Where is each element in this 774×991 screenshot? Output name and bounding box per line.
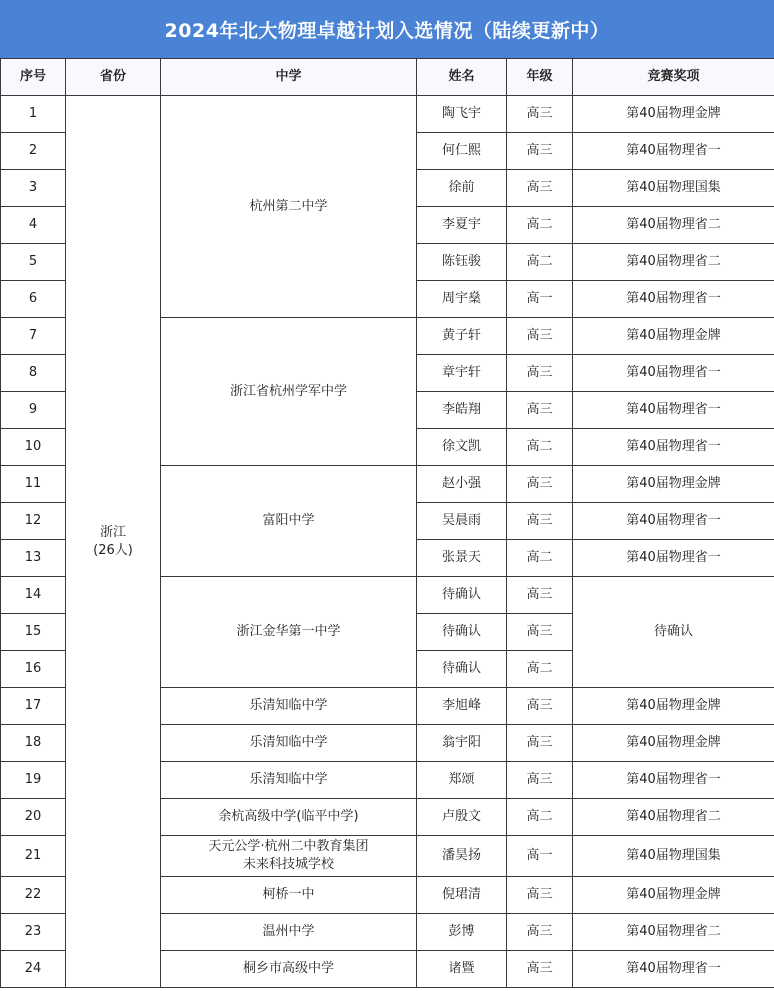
grade-cell: 高三 bbox=[507, 762, 573, 799]
name-cell: 彭博 bbox=[417, 914, 507, 951]
seq-cell: 1 bbox=[1, 96, 66, 133]
school-cell: 余杭高级中学(临平中学) bbox=[161, 799, 417, 836]
grade-cell: 高三 bbox=[507, 392, 573, 429]
award-cell: 第40届物理金牌 bbox=[573, 688, 774, 725]
school-cell: 桐乡市高级中学 bbox=[161, 951, 417, 988]
results-table bbox=[0, 58, 774, 988]
school-cell: 乐清知临中学 bbox=[161, 688, 417, 725]
header-grade: 年级 bbox=[507, 59, 573, 96]
name-cell: 翁宇阳 bbox=[417, 725, 507, 762]
grade-cell: 高二 bbox=[507, 799, 573, 836]
grade-cell: 高三 bbox=[507, 951, 573, 988]
name-cell: 待确认 bbox=[417, 614, 507, 651]
grade-cell: 高二 bbox=[507, 207, 573, 244]
seq-cell: 14 bbox=[1, 577, 66, 614]
award-cell: 第40届物理省一 bbox=[573, 540, 774, 577]
name-cell: 徐文凯 bbox=[417, 429, 507, 466]
school-cell: 温州中学 bbox=[161, 914, 417, 951]
grade-cell: 高三 bbox=[507, 725, 573, 762]
header-seq: 序号 bbox=[1, 59, 66, 96]
award-cell: 第40届物理省一 bbox=[573, 281, 774, 318]
name-cell: 何仁熙 bbox=[417, 133, 507, 170]
name-cell: 周宇燊 bbox=[417, 281, 507, 318]
award-cell: 第40届物理省一 bbox=[573, 503, 774, 540]
seq-cell: 8 bbox=[1, 355, 66, 392]
seq-cell: 19 bbox=[1, 762, 66, 799]
award-cell: 第40届物理省一 bbox=[573, 133, 774, 170]
grade-cell: 高三 bbox=[507, 170, 573, 207]
seq-cell: 22 bbox=[1, 877, 66, 914]
award-cell: 第40届物理省一 bbox=[573, 762, 774, 799]
seq-cell: 23 bbox=[1, 914, 66, 951]
seq-cell: 10 bbox=[1, 429, 66, 466]
grade-cell: 高三 bbox=[507, 877, 573, 914]
school-cell: 柯桥一中 bbox=[161, 877, 417, 914]
award-cell: 第40届物理省二 bbox=[573, 799, 774, 836]
name-cell: 待确认 bbox=[417, 577, 507, 614]
grade-cell: 高三 bbox=[507, 914, 573, 951]
seq-cell: 24 bbox=[1, 951, 66, 988]
school-cell bbox=[161, 836, 417, 877]
seq-cell: 3 bbox=[1, 170, 66, 207]
table-header-row bbox=[1, 59, 774, 96]
award-cell: 第40届物理金牌 bbox=[573, 96, 774, 133]
grade-cell: 高三 bbox=[507, 688, 573, 725]
province-name: 浙江 bbox=[99, 524, 126, 540]
grade-cell: 高二 bbox=[507, 651, 573, 688]
grade-cell: 高三 bbox=[507, 96, 573, 133]
award-cell: 第40届物理省一 bbox=[573, 355, 774, 392]
school-cell: 浙江金华第一中学 bbox=[161, 577, 417, 688]
award-cell: 第40届物理金牌 bbox=[573, 877, 774, 914]
seq-cell: 5 bbox=[1, 244, 66, 281]
seq-cell: 12 bbox=[1, 503, 66, 540]
award-cell: 第40届物理省一 bbox=[573, 429, 774, 466]
grade-cell: 高三 bbox=[507, 503, 573, 540]
grade-cell: 高三 bbox=[507, 355, 573, 392]
grade-cell: 高二 bbox=[507, 244, 573, 281]
name-cell: 倪珺清 bbox=[417, 877, 507, 914]
award-cell: 第40届物理金牌 bbox=[573, 466, 774, 503]
name-cell: 潘昊扬 bbox=[417, 836, 507, 877]
name-cell: 陶飞宇 bbox=[417, 96, 507, 133]
name-cell: 赵小强 bbox=[417, 466, 507, 503]
name-cell: 陈钰骏 bbox=[417, 244, 507, 281]
province-count: (26人) bbox=[93, 542, 133, 558]
award-cell: 第40届物理省二 bbox=[573, 244, 774, 281]
award-cell: 第40届物理国集 bbox=[573, 170, 774, 207]
seq-cell: 16 bbox=[1, 651, 66, 688]
seq-cell: 6 bbox=[1, 281, 66, 318]
school-line-2: 未来科技城学校 bbox=[242, 857, 334, 872]
name-cell: 李夏宇 bbox=[417, 207, 507, 244]
name-cell: 诸暨 bbox=[417, 951, 507, 988]
province-cell bbox=[66, 96, 161, 988]
grade-cell: 高三 bbox=[507, 318, 573, 355]
grade-cell: 高三 bbox=[507, 577, 573, 614]
award-cell: 第40届物理金牌 bbox=[573, 725, 774, 762]
seq-cell: 15 bbox=[1, 614, 66, 651]
table-row bbox=[1, 96, 774, 133]
school-cell: 乐清知临中学 bbox=[161, 762, 417, 799]
grade-cell: 高一 bbox=[507, 281, 573, 318]
name-cell: 章宇轩 bbox=[417, 355, 507, 392]
award-cell: 第40届物理国集 bbox=[573, 836, 774, 877]
seq-cell: 17 bbox=[1, 688, 66, 725]
name-cell: 徐前 bbox=[417, 170, 507, 207]
page-title: 2024年北大物理卓越计划入选情况（陆续更新中） bbox=[0, 0, 774, 58]
school-cell: 杭州第二中学 bbox=[161, 96, 417, 318]
name-cell: 张景天 bbox=[417, 540, 507, 577]
grade-cell: 高三 bbox=[507, 614, 573, 651]
seq-cell: 18 bbox=[1, 725, 66, 762]
name-cell: 卢殷文 bbox=[417, 799, 507, 836]
grade-cell: 高一 bbox=[507, 836, 573, 877]
award-cell: 第40届物理金牌 bbox=[573, 318, 774, 355]
award-cell: 第40届物理省二 bbox=[573, 914, 774, 951]
header-name: 姓名 bbox=[417, 59, 507, 96]
award-cell: 第40届物理省二 bbox=[573, 207, 774, 244]
name-cell: 吴晨雨 bbox=[417, 503, 507, 540]
seq-cell: 21 bbox=[1, 836, 66, 877]
award-cell: 第40届物理省一 bbox=[573, 951, 774, 988]
seq-cell: 2 bbox=[1, 133, 66, 170]
name-cell: 黄子轩 bbox=[417, 318, 507, 355]
grade-cell: 高二 bbox=[507, 429, 573, 466]
award-cell: 第40届物理省一 bbox=[573, 392, 774, 429]
seq-cell: 7 bbox=[1, 318, 66, 355]
grade-cell: 高三 bbox=[507, 466, 573, 503]
header-award: 竞赛奖项 bbox=[573, 59, 774, 96]
name-cell: 李旭峰 bbox=[417, 688, 507, 725]
seq-cell: 4 bbox=[1, 207, 66, 244]
award-cell: 待确认 bbox=[573, 577, 774, 688]
name-cell: 郑颂 bbox=[417, 762, 507, 799]
header-province: 省份 bbox=[66, 59, 161, 96]
seq-cell: 20 bbox=[1, 799, 66, 836]
grade-cell: 高三 bbox=[507, 133, 573, 170]
name-cell: 待确认 bbox=[417, 651, 507, 688]
seq-cell: 9 bbox=[1, 392, 66, 429]
school-cell: 浙江省杭州学军中学 bbox=[161, 318, 417, 466]
seq-cell: 11 bbox=[1, 466, 66, 503]
seq-cell: 13 bbox=[1, 540, 66, 577]
name-cell: 李皓翔 bbox=[417, 392, 507, 429]
grade-cell: 高二 bbox=[507, 540, 573, 577]
school-cell: 乐清知临中学 bbox=[161, 725, 417, 762]
school-cell: 富阳中学 bbox=[161, 466, 417, 577]
header-school: 中学 bbox=[161, 59, 417, 96]
school-line-1: 天元公学·杭州二中教育集团 bbox=[208, 839, 369, 854]
